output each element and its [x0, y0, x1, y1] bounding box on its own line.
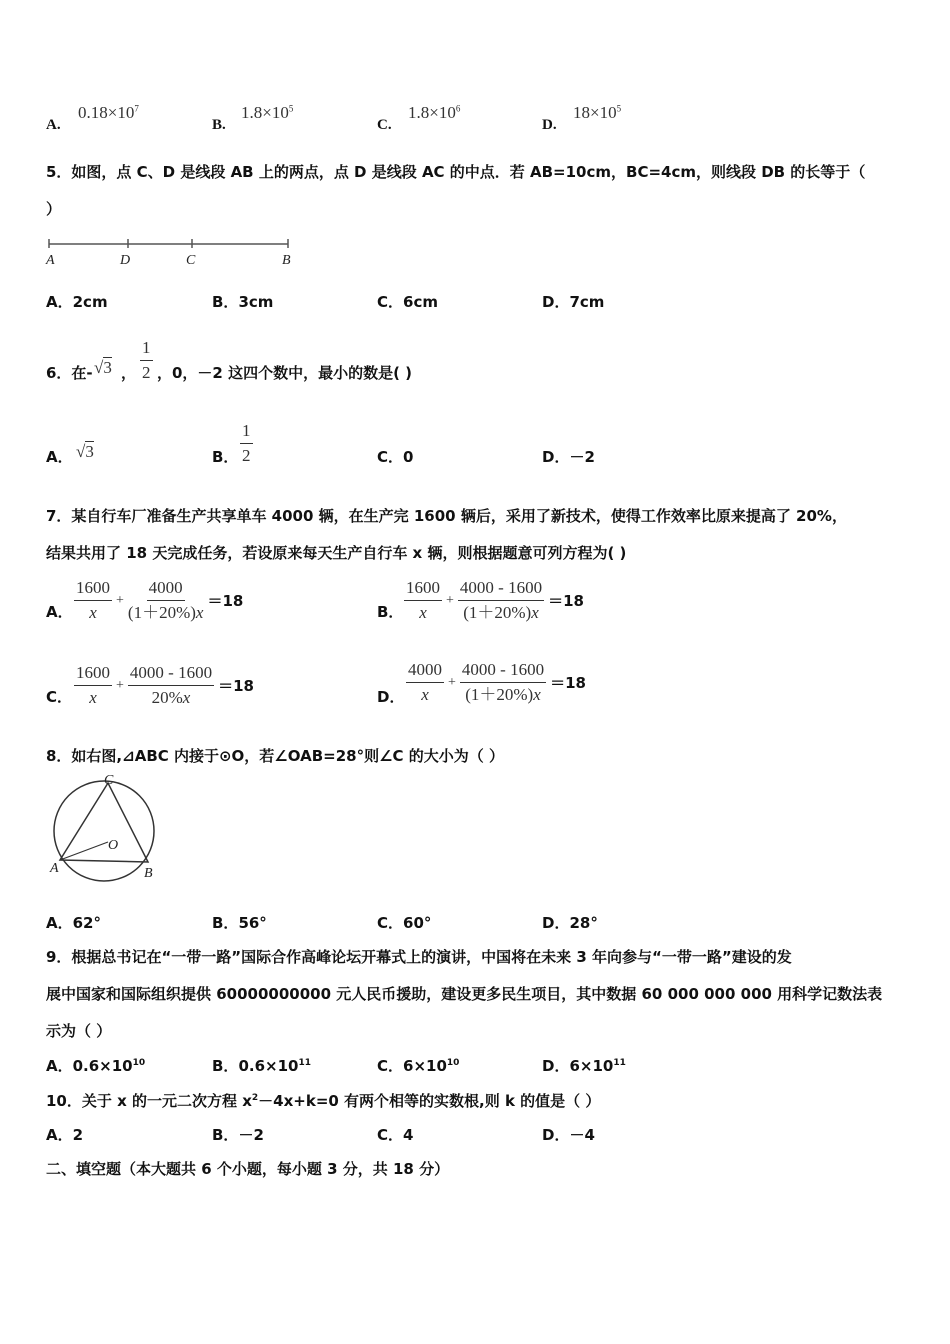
denominator-coef: (1＋20%) [465, 685, 534, 704]
numerator: 1 [140, 338, 153, 361]
q6-fraction [140, 338, 153, 383]
option-text: 0 [403, 448, 414, 466]
numerator: 1 [240, 421, 253, 444]
option-label: D． [542, 448, 570, 466]
denominator-coef: (1＋20%) [127, 603, 196, 622]
q7-option-b[interactable] [377, 601, 403, 622]
option-label: C． [377, 448, 404, 466]
q10-option-a[interactable] [46, 1124, 83, 1145]
point-label-c: C [186, 253, 196, 268]
radical-icon: √ [94, 358, 104, 377]
radicand: 3 [85, 442, 94, 461]
option-label: A． [46, 293, 73, 311]
option-label: C. [377, 117, 392, 133]
q7-option-d[interactable] [377, 686, 404, 707]
radical-icon: √ [76, 442, 86, 461]
option-text: －2 [238, 1126, 264, 1144]
point-label-b: B [282, 253, 291, 268]
option-label: D． [377, 688, 405, 706]
option-label: C． [46, 688, 73, 706]
option-label: D． [542, 293, 570, 311]
q5-stem-line1: 5．如图，点 C、D 是线段 AB 上的两点，点 D 是线段 AC 的中点．若 AB=10cm，BC=4cm，则线段 DB 的长等于（ [46, 163, 866, 181]
exponent: 5 [616, 103, 622, 114]
q8-stem: 8．如右图,⊿ABC 内接于⊙O，若∠OAB=28°则∠C 的大小为（ ） [46, 747, 504, 765]
q7-option-c-equation [74, 663, 254, 708]
point-label-o: O [108, 838, 119, 853]
equals-18: ＝18 [218, 677, 254, 695]
q10-option-b[interactable] [212, 1124, 264, 1145]
denominator-var: x [533, 685, 541, 704]
q4-option-c[interactable] [377, 116, 392, 134]
option-exponent: 11 [298, 1058, 311, 1068]
q10-stem [46, 1090, 600, 1111]
numerator: 1600 [404, 578, 442, 601]
denominator: x [89, 688, 97, 707]
denominator: 2 [142, 363, 151, 382]
q7-option-a-equation [74, 578, 243, 623]
point-label-d: D [120, 253, 131, 268]
denominator-var: x [195, 603, 204, 622]
segment-oa [60, 842, 108, 860]
q9-option-c[interactable] [377, 1055, 459, 1076]
plus-sign: + [448, 674, 456, 690]
radicand: 3 [103, 358, 112, 377]
exponent: 7 [134, 103, 139, 114]
q8-option-b[interactable] [212, 912, 267, 933]
q4-option-d[interactable] [542, 116, 557, 134]
q8-option-a[interactable] [46, 912, 101, 933]
option-label: B. [212, 117, 226, 133]
q4-option-b[interactable] [212, 116, 226, 134]
option-exponent: 10 [446, 1058, 460, 1068]
numerator: 4000 - 1600 [458, 578, 544, 601]
q6-option-c[interactable] [377, 446, 413, 467]
option-label: B． [212, 1057, 239, 1075]
option-label: B． [212, 293, 239, 311]
option-label: C． [377, 293, 404, 311]
option-text: 4 [403, 1126, 414, 1144]
denominator-var: x [531, 603, 539, 622]
option-text: 62° [72, 914, 101, 932]
stem-pre: 10．关于 x 的一元二次方程 x [46, 1092, 252, 1110]
q5-segment-figure [44, 234, 300, 270]
point-label-c: C [104, 775, 114, 788]
equals-18: ＝18 [207, 592, 244, 610]
option-label: A． [46, 1126, 73, 1144]
q6-option-a[interactable] [46, 446, 73, 467]
equals-18: ＝18 [548, 592, 584, 610]
option-label: B． [212, 448, 239, 466]
mantissa: 1.8 [241, 103, 263, 122]
q4-option-a-value [78, 103, 139, 123]
option-label: D． [542, 1126, 570, 1144]
option-label: C． [377, 1126, 404, 1144]
plus-sign: + [446, 592, 454, 608]
circle-o [54, 781, 154, 881]
plus-sign: + [116, 592, 124, 608]
option-exponent: 11 [613, 1058, 626, 1068]
q7-stem-line1: 7．某自行车厂准备生产共享单车 4000 辆，在生产完 1600 辆后，采用了新技术，使得工作效率比原来提高了 20%， [46, 507, 847, 525]
q6-option-b[interactable] [212, 446, 238, 467]
q7-option-c[interactable] [46, 686, 72, 707]
q8-option-d[interactable] [542, 912, 598, 933]
q9-stem-line2: 展中国家和国际组织提供 60000000000 元人民币援助，建设更多民生项目，其中数据 60 000 000 000 用科学记数法表 [46, 985, 883, 1003]
denominator: x [89, 603, 97, 622]
q6-comma: ， [121, 364, 137, 382]
denominator-var: x [182, 688, 191, 707]
q5-option-b[interactable] [212, 291, 273, 312]
option-base: 0.6×10 [238, 1057, 299, 1075]
q6-stem-pre: 6．在- [46, 364, 93, 382]
q6-option-d[interactable] [542, 446, 595, 467]
option-base: 6×10 [403, 1057, 447, 1075]
q9-option-d[interactable] [542, 1055, 626, 1076]
exponent: 5 [288, 103, 294, 114]
option-text: 7cm [569, 293, 605, 311]
option-base: 0.6×10 [72, 1057, 133, 1075]
option-text: 28° [569, 914, 598, 932]
exponent: 6 [455, 103, 461, 114]
q7-option-d-equation [406, 660, 586, 705]
option-label: B． [377, 603, 404, 621]
option-label: C． [377, 1057, 404, 1075]
option-label: C． [377, 914, 404, 932]
option-text: 3cm [238, 293, 274, 311]
section-heading-fill-in: 二、填空题（本大题共 6 个小题，每小题 3 分，共 18 分） [46, 1160, 450, 1178]
q5-option-d[interactable] [542, 291, 604, 312]
q9-stem-line1: 9．根据总书记在“一带一路”国际合作高峰论坛开幕式上的演讲，中国将在未来 3 年向参与“一带一路”建设的发 [46, 948, 792, 966]
square-exponent: 2 [251, 1093, 259, 1103]
mantissa: 0.18 [78, 103, 108, 122]
q4-option-b-value [241, 103, 293, 123]
q4-option-c-value [408, 103, 460, 123]
numerator: 4000 [406, 660, 444, 683]
numerator: 1600 [74, 578, 112, 601]
denominator-coef: 20% [151, 688, 183, 707]
times-ten: ×10 [107, 103, 135, 122]
q4-option-a[interactable] [46, 116, 61, 134]
numerator: 4000 - 1600 [460, 660, 546, 683]
option-label: B． [212, 1126, 239, 1144]
stem-post: －4x+k=0 有两个相等的实数根,则 k 的值是（ ） [258, 1092, 601, 1110]
q6-sqrt [94, 358, 112, 378]
triangle-abc [60, 783, 148, 862]
option-label: A． [46, 448, 73, 466]
times-ten: ×10 [262, 103, 289, 122]
option-label: D． [542, 1057, 570, 1075]
q7-option-b-equation [404, 578, 584, 623]
q10-option-c[interactable] [377, 1124, 413, 1145]
q6-option-b-fraction [240, 421, 253, 466]
option-text: 60° [403, 914, 432, 932]
q7-stem-line2: 结果共用了 18 天完成任务，若设原来每天生产自行车 x 辆，则根据题意可列方程为( ) [46, 544, 627, 562]
q8-option-c[interactable] [377, 912, 431, 933]
q8-circle-figure [46, 775, 166, 887]
times-ten: ×10 [590, 103, 617, 122]
option-text: 2 [72, 1126, 84, 1144]
point-label-a: A [50, 861, 59, 876]
denominator: 2 [242, 446, 251, 465]
q9-option-b[interactable] [212, 1055, 311, 1076]
q6-stem-post: ，0，－2 这四个数中，最小的数是( ) [157, 364, 413, 382]
q9-option-a[interactable] [46, 1055, 145, 1076]
times-ten: ×10 [429, 103, 456, 122]
point-label-a: A [46, 253, 55, 268]
option-text: －4 [569, 1126, 595, 1144]
numerator: 4000 - 1600 [128, 663, 214, 686]
option-label: A． [46, 1057, 73, 1075]
numerator: 1600 [74, 663, 112, 686]
q5-stem-line2: ） [46, 200, 62, 218]
numerator: 4000 [147, 578, 185, 601]
q6-option-a-sqrt [76, 442, 94, 462]
option-label: B． [212, 914, 239, 932]
plus-sign: + [116, 677, 124, 693]
point-label-b: B [144, 866, 153, 881]
q10-option-d[interactable] [542, 1124, 595, 1145]
equals-18: ＝18 [550, 674, 586, 692]
option-text: －2 [569, 448, 595, 466]
q5-option-a[interactable] [46, 291, 108, 312]
option-base: 6×10 [569, 1057, 614, 1075]
option-text: 6cm [403, 293, 438, 311]
q5-option-c[interactable] [377, 291, 438, 312]
option-label: A． [46, 603, 73, 621]
option-label: A. [46, 117, 61, 133]
option-label: D. [542, 117, 557, 133]
option-text: 56° [238, 914, 267, 932]
mantissa: 1.8 [408, 103, 430, 122]
denominator-coef: (1＋20%) [463, 603, 532, 622]
q4-option-d-value [573, 103, 621, 123]
q9-stem-line3: 示为（ ） [46, 1022, 112, 1040]
q7-option-a[interactable] [46, 601, 73, 622]
mantissa: 18 [573, 103, 590, 122]
denominator: x [419, 603, 427, 622]
option-label: D． [542, 914, 570, 932]
denominator: x [421, 685, 429, 704]
option-exponent: 10 [132, 1058, 146, 1068]
option-text: 2cm [72, 293, 108, 311]
option-label: A． [46, 914, 73, 932]
